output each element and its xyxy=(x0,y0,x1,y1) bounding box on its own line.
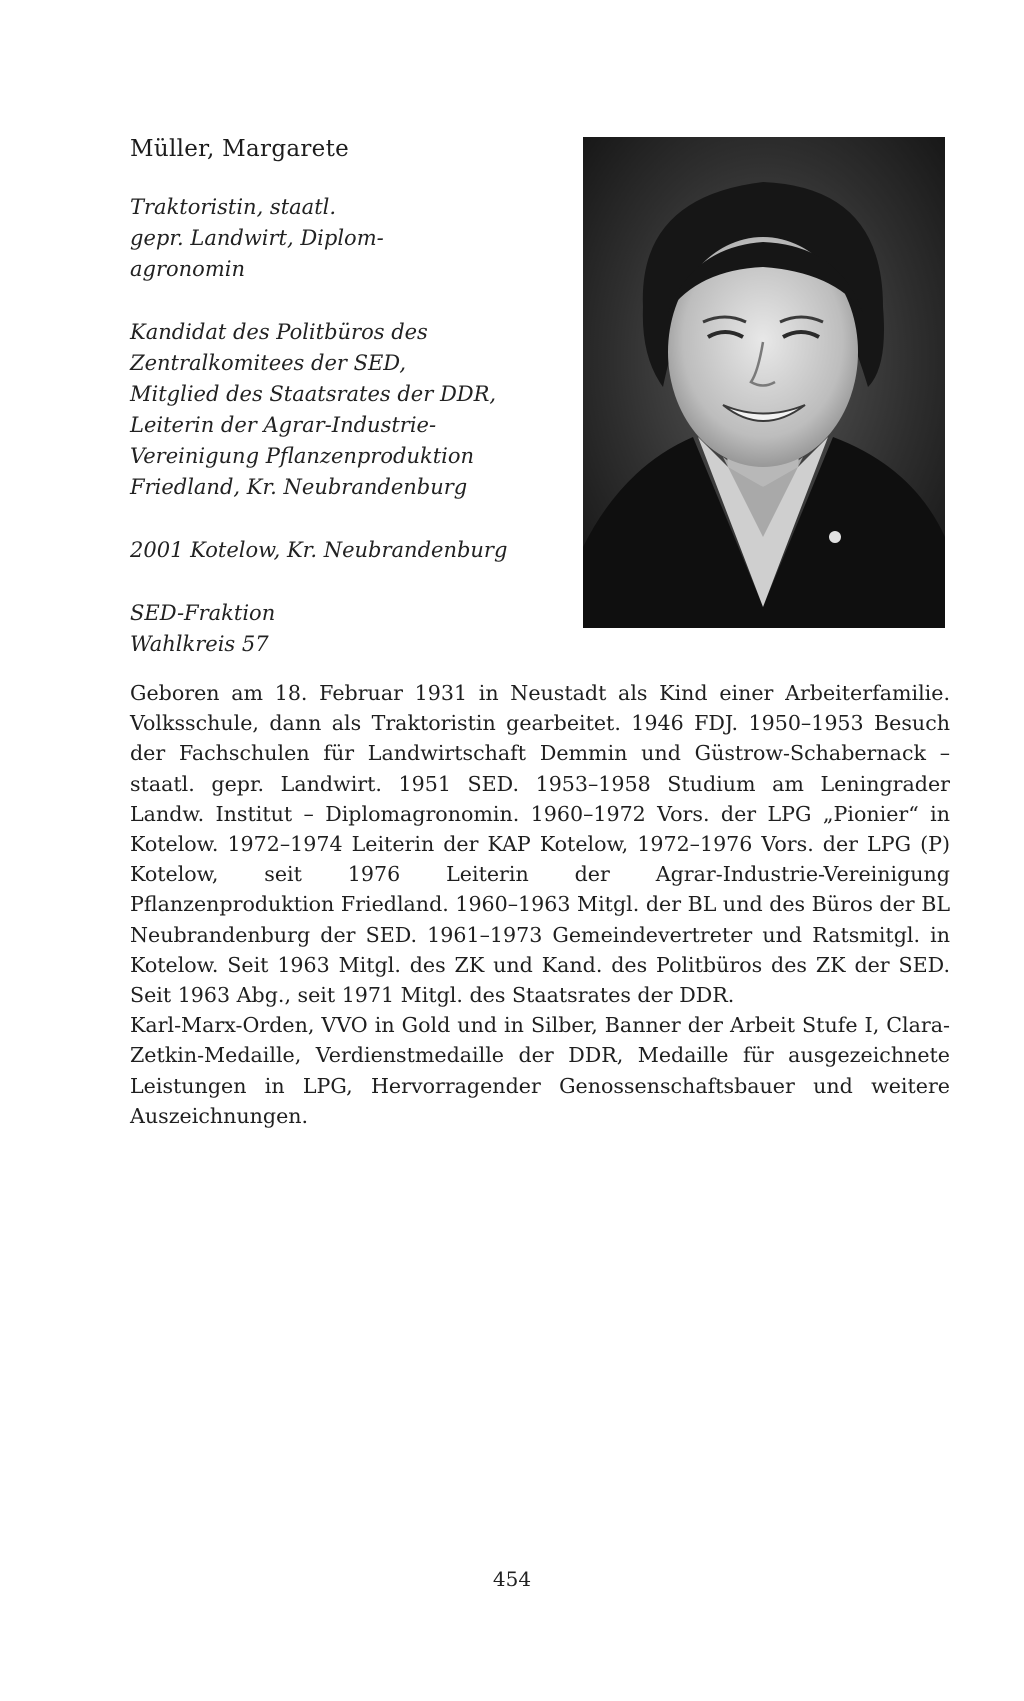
function-line: Zentralkomitees der SED, xyxy=(130,351,407,375)
person-name: Müller, Margarete xyxy=(130,136,350,162)
occupation-line: gepr. Landwirt, Diplom- xyxy=(130,226,384,250)
portrait-photo xyxy=(583,137,945,628)
faction: SED-Fraktion xyxy=(130,601,276,625)
person-info-block xyxy=(130,192,570,660)
function-line: Mitglied des Staatsrates der DDR, xyxy=(130,382,497,406)
awards-paragraph: Karl-Marx-Orden, VVO in Gold und in Silber, Banner der Arbeit Stufe I, Clara-Zetkin-Medaille, Verdienstmedaille der DDR, Medaille für ausgezeichnete Leistungen in LPG, Hervorragender Genossenschaftsbauer und weitere Auszeichnungen. xyxy=(130,1013,950,1128)
function-line: Friedland, Kr. Neubrandenburg xyxy=(130,475,468,499)
portrait-photo-icon xyxy=(583,137,945,628)
occupation-line: Traktoristin, staatl. xyxy=(130,195,337,219)
biography-paragraph: Geboren am 18. Februar 1931 in Neustadt als Kind einer Arbeiterfamilie. Volksschule, dann als Traktoristin gearbeitet. 1946 FDJ. 1950–1953 Besuch der Fachschulen für Landwirtschaft Demmin und Güstrow-Schabernack – staatl. gepr. Landwirt. 1951 SED. 1953–1958 Studium am Leningrader Landw. Institut – Diplomagronomin. 1960–1972 Vors. der LPG „Pionier“ in Kotelow. 1972–1974 Leiterin der KAP Kotelow, 1972–1976 Vors. der LPG (P) Kotelow, seit 1976 Leiterin der Agrar-Industrie-Vereinigung Pflanzenproduktion Friedland. 1960–1963 Mitgl. der BL und des Büros der BL Neubrandenburg der SED. 1961–1973 Gemeindevertreter und Ratsmitgl. in Kotelow. Seit 1963 Mitgl. des ZK und Kand. des Politbüros des ZK der SED. Seit 1963 Abg., seit 1971 Mitgl. des Staatsrates der DDR. xyxy=(130,681,950,1008)
biography xyxy=(130,678,950,1131)
function-line: Leiterin der Agrar-Industrie- xyxy=(130,413,437,437)
page-number: 454 xyxy=(492,1567,532,1591)
function-line: Kandidat des Politbüros des xyxy=(130,320,428,344)
occupation-line: agronomin xyxy=(130,257,245,281)
function-line: Vereinigung Pflanzenproduktion xyxy=(130,444,475,468)
constituency: Wahlkreis 57 xyxy=(130,632,269,656)
address: 2001 Kotelow, Kr. Neubrandenburg xyxy=(130,538,508,562)
